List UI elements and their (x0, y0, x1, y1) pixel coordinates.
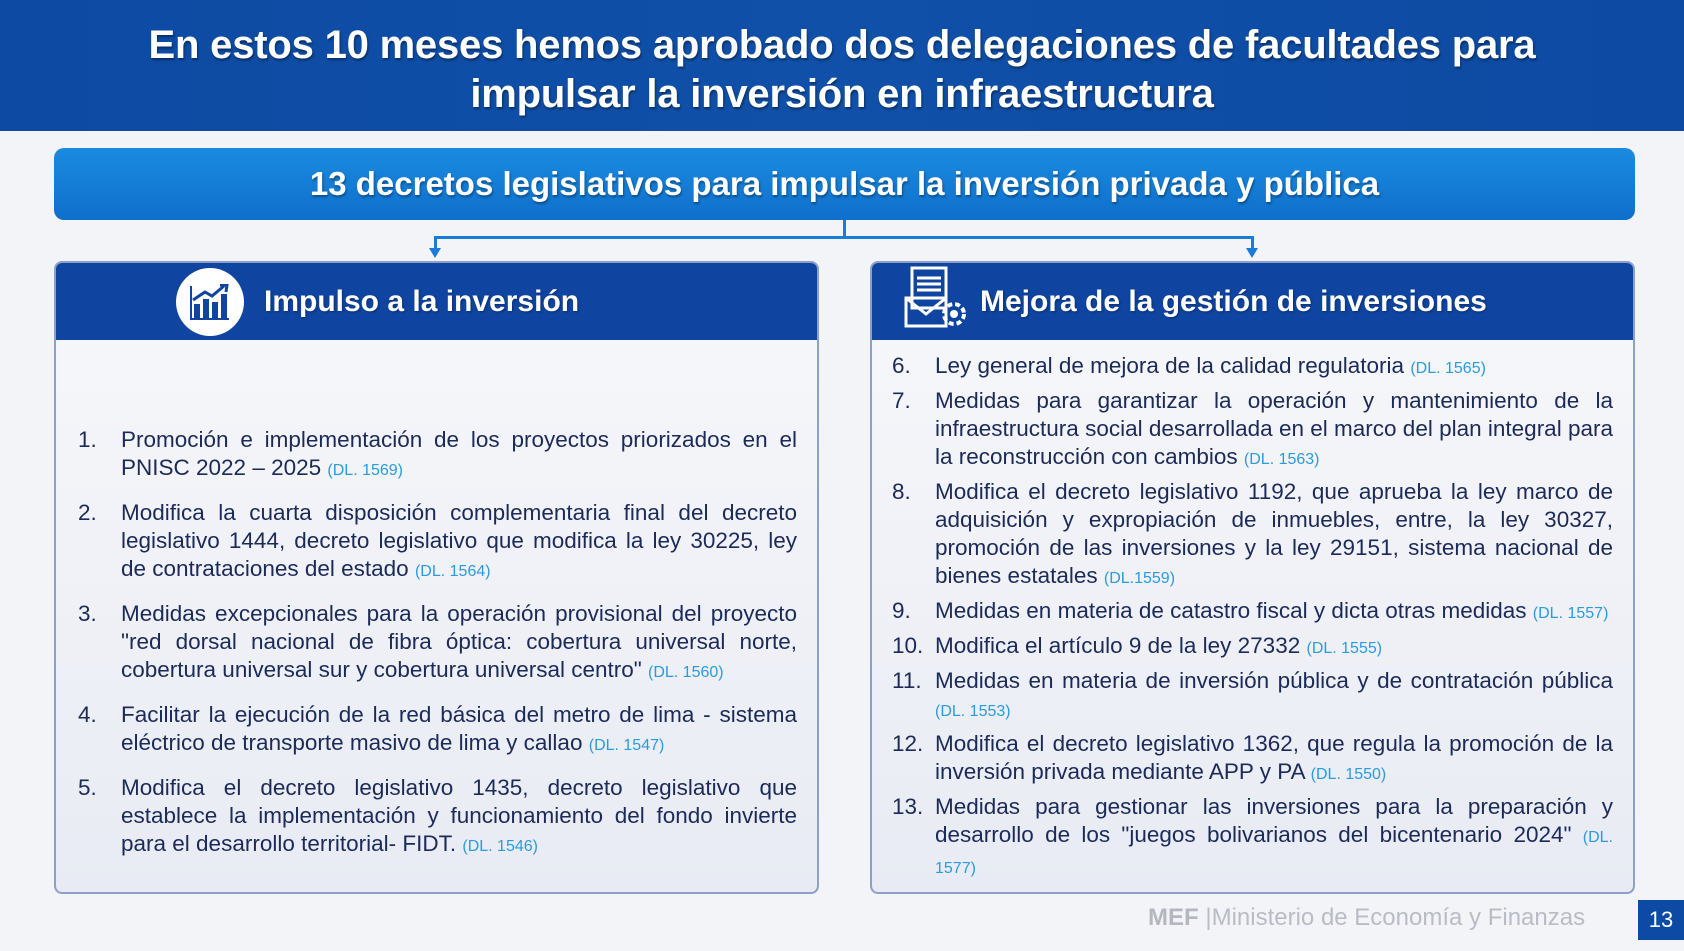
arrow-down-icon (1246, 248, 1258, 258)
item-text (935, 352, 1613, 383)
item-text (935, 632, 1613, 663)
list-item (892, 667, 1613, 726)
item-text (935, 667, 1613, 726)
item-description: Ley general de mejora de la calidad regulatoria (935, 353, 1405, 378)
item-number: 5. (78, 775, 97, 800)
item-text (121, 701, 797, 760)
item-number: 4. (78, 702, 97, 727)
item-text (121, 499, 797, 586)
decree-reference: (DL. 1553) (935, 703, 1011, 720)
list-item (78, 499, 797, 586)
panel-header (872, 263, 1633, 340)
item-text (935, 597, 1613, 628)
chart-growth-icon (176, 268, 244, 336)
item-description: Modifica el decreto legislativo 1362, que regula la promoción de la inversión privada mediante APP y PA (935, 731, 1613, 784)
item-description: Medidas para gestionar las inversiones para la preparación y desarrollo de los "juegos bolivarianos del bicentenario 2024" (935, 794, 1613, 847)
decree-reference: (DL. 1547) (588, 737, 665, 754)
item-text (935, 730, 1613, 789)
item-text (935, 387, 1613, 474)
item-number: 12. (892, 731, 924, 756)
footer-org: Ministerio de Economía y Finanzas (1211, 904, 1586, 931)
item-description: Modifica el decreto legislativo 1192, que aprueba la ley marco de adquisición y expropiación de inmuebles, entre, la ley 30327, promoción de las inversiones y la ley 29151, sistema nacional de bienes estatales (935, 479, 1613, 588)
list-item (78, 774, 797, 861)
connector-line (1251, 236, 1254, 248)
documents-gear-icon (902, 264, 970, 340)
decree-reference: (DL. 1546) (462, 838, 538, 855)
panel-gestion-inversiones (870, 261, 1635, 894)
footer-separator: | (1205, 904, 1212, 931)
list-item (78, 600, 797, 687)
list-item (78, 701, 797, 760)
connector-line (434, 236, 1254, 239)
item-description: Modifica el decreto legislativo 1435, decreto legislativo que establece la implementación y funcionamiento del fondo invierte para el desarrollo territorial- FIDT. (121, 775, 797, 856)
decree-reference: (DL. 1563) (1243, 451, 1320, 468)
summary-banner: 13 decretos legislativos para impulsar la inversión privada y pública (54, 148, 1635, 220)
item-number: 8. (892, 479, 911, 504)
decree-reference: (DL. 1565) (1410, 360, 1486, 377)
list-item (892, 387, 1613, 474)
item-description: Medidas en materia de catastro fiscal y dicta otras medidas (935, 598, 1527, 623)
slide-title (0, 0, 1684, 131)
item-text (935, 793, 1613, 883)
list-item (892, 352, 1613, 383)
item-number: 11. (892, 668, 922, 693)
footer-logo: MEF (1148, 904, 1199, 931)
measures-list (872, 340, 1633, 883)
title-line-1: En estos 10 meses hemos aprobado dos delegaciones de facultades para (148, 23, 1536, 67)
item-number: 9. (892, 598, 911, 623)
panel-title: Impulso a la inversión (264, 284, 580, 318)
item-description: Medidas excepcionales para la operación provisional del proyecto "red dorsal nacional de fibra óptica: cobertura universal norte, cobertura universal sur y cobertura universal centro" (121, 601, 797, 682)
panel-impulso-inversion (54, 261, 819, 894)
item-description: Modifica el artículo 9 de la ley 27332 (935, 633, 1301, 658)
measures-list (56, 340, 817, 861)
item-number: 2. (78, 500, 97, 525)
list-item (892, 793, 1613, 883)
item-description: Promoción e implementación de los proyectos priorizados en el PNISC 2022 – 2025 (121, 427, 797, 480)
list-item (78, 426, 797, 485)
item-description: Facilitar la ejecución de la red básica del metro de lima - sistema eléctrico de transporte masivo de lima y callao (121, 702, 797, 755)
item-number: 3. (78, 601, 97, 626)
title-line-2: impulsar la inversión en infraestructura (470, 72, 1214, 116)
decree-reference: (DL. 1555) (1306, 640, 1383, 657)
list-item (892, 478, 1613, 593)
item-number: 10. (892, 633, 924, 658)
arrow-down-icon (429, 248, 441, 258)
item-description: Medidas en materia de inversión pública y de contratación pública (935, 668, 1613, 693)
decree-reference: (DL. 1550) (1310, 766, 1387, 783)
decree-reference: (DL. 1577) (935, 829, 1613, 877)
panel-header (56, 263, 817, 340)
list-item (892, 730, 1613, 789)
item-description: Modifica la cuarta disposición complementaria final del decreto legislativo 1444, decreto legislativo que modifica la ley 30225, ley de contrataciones del estado (121, 500, 797, 581)
decree-reference: (DL. 1569) (327, 462, 403, 479)
item-text (121, 600, 797, 687)
item-number: 1. (78, 427, 97, 452)
item-text (121, 426, 797, 485)
item-text (121, 774, 797, 861)
item-number: 13. (892, 794, 924, 819)
footer-brand (1148, 904, 1585, 932)
item-description: Medidas para garantizar la operación y mantenimiento de la infraestructura social desarrollada en el marco del plan integral para la reconstrucción con cambios (935, 388, 1613, 469)
item-text (935, 478, 1613, 593)
connector-line (434, 236, 437, 248)
page-number: 13 (1638, 900, 1684, 940)
panel-title: Mejora de la gestión de inversiones (980, 284, 1487, 318)
decree-reference: (DL.1559) (1103, 570, 1176, 587)
item-number: 6. (892, 353, 911, 378)
list-item (892, 597, 1613, 628)
item-number: 7. (892, 388, 911, 413)
list-item (892, 632, 1613, 663)
decree-reference: (DL. 1557) (1532, 605, 1609, 622)
decree-reference: (DL. 1564) (414, 563, 491, 580)
decree-reference: (DL. 1560) (648, 664, 724, 681)
